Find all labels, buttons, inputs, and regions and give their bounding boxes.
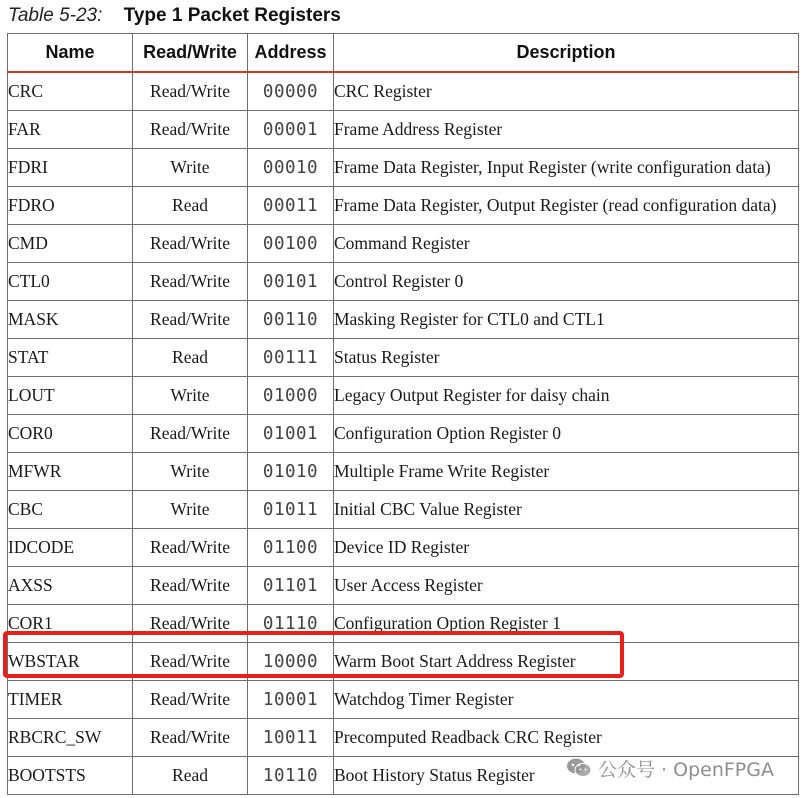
table-row [8,453,799,491]
table-row [8,111,799,149]
register-description: Status Register [334,339,799,377]
register-description: Masking Register for CTL0 and CTL1 [334,301,799,339]
register-name: IDCODE [8,529,133,567]
column-header-name: Name [8,34,133,73]
register-name: AXSS [8,567,133,605]
register-address: 01000 [248,377,334,415]
register-access: Read/Write [133,415,248,453]
table-row [8,72,799,111]
register-access: Read/Write [133,263,248,301]
register-access: Read/Write [133,605,248,643]
table-row [8,263,799,301]
register-name: CTL0 [8,263,133,301]
register-address: 01101 [248,567,334,605]
register-access: Write [133,377,248,415]
column-header-address: Address [248,34,334,73]
register-description: Frame Data Register, Input Register (write configuration data) [334,149,799,187]
register-access: Read/Write [133,111,248,149]
register-access: Write [133,453,248,491]
table-row [8,529,799,567]
table-row [8,301,799,339]
table-row [8,225,799,263]
column-header-description: Description [334,34,799,73]
table-row [8,719,799,757]
register-name: CRC [8,72,133,111]
register-access: Write [133,491,248,529]
register-description: Configuration Option Register 1 [334,605,799,643]
register-access: Read/Write [133,643,248,681]
register-name: MFWR [8,453,133,491]
table-row [8,339,799,377]
register-address: 10000 [248,643,334,681]
register-name: FDRO [8,187,133,225]
table-row [8,187,799,225]
register-description: Legacy Output Register for daisy chain [334,377,799,415]
table-number: Table 5-23: [8,5,103,26]
register-name: COR1 [8,605,133,643]
register-address: 01011 [248,491,334,529]
register-description: Command Register [334,225,799,263]
register-description: Initial CBC Value Register [334,491,799,529]
register-address: 01110 [248,605,334,643]
register-address: 00010 [248,149,334,187]
register-address: 01010 [248,453,334,491]
register-name: COR0 [8,415,133,453]
register-access: Read/Write [133,225,248,263]
register-description: User Access Register [334,567,799,605]
register-address: 10110 [248,757,334,795]
table-row [8,415,799,453]
register-name: FAR [8,111,133,149]
register-access: Read [133,339,248,377]
register-description: Control Register 0 [334,263,799,301]
watermark [566,755,774,781]
column-header-read-write: Read/Write [133,34,248,73]
register-address: 01001 [248,415,334,453]
register-table [7,33,799,795]
table-header-row [8,34,799,73]
register-description: Frame Data Register, Output Register (read configuration data) [334,187,799,225]
register-name: BOOTSTS [8,757,133,795]
register-name: MASK [8,301,133,339]
register-access: Read/Write [133,567,248,605]
register-name: TIMER [8,681,133,719]
register-description: Multiple Frame Write Register [334,453,799,491]
table-row [8,491,799,529]
register-description: Boot History Status Register [334,757,799,795]
register-address: 00011 [248,187,334,225]
register-address: 00100 [248,225,334,263]
table-row [8,567,799,605]
table-row [8,681,799,719]
register-description: CRC Register [334,72,799,111]
table-caption [8,3,341,29]
register-name: RBCRC_SW [8,719,133,757]
register-access: Read [133,187,248,225]
register-name: WBSTAR [8,643,133,681]
register-access: Read [133,757,248,795]
register-address: 00101 [248,263,334,301]
watermark-text: 公众号 · OpenFPGA [598,758,774,781]
register-address: 10011 [248,719,334,757]
register-description: Precomputed Readback CRC Register [334,719,799,757]
register-name: LOUT [8,377,133,415]
register-description: Device ID Register [334,529,799,567]
register-access: Read/Write [133,719,248,757]
register-address: 00111 [248,339,334,377]
register-name: CBC [8,491,133,529]
register-address: 00110 [248,301,334,339]
register-name: CMD [8,225,133,263]
table-row [8,149,799,187]
register-address: 10001 [248,681,334,719]
register-address: 00000 [248,72,334,111]
register-access: Read/Write [133,72,248,111]
register-address: 01100 [248,529,334,567]
register-description: Watchdog Timer Register [334,681,799,719]
register-name: STAT [8,339,133,377]
register-access: Read/Write [133,529,248,567]
register-name: FDRI [8,149,133,187]
wbstar-highlight-box [3,631,624,678]
register-description: Frame Address Register [334,111,799,149]
table-title: Type 1 Packet Registers [123,5,341,26]
register-description: Configuration Option Register 0 [334,415,799,453]
register-access: Write [133,149,248,187]
register-description: Warm Boot Start Address Register [334,643,799,681]
register-access: Read/Write [133,301,248,339]
wechat-icon [566,757,592,779]
register-access: Read/Write [133,681,248,719]
register-address: 00001 [248,111,334,149]
table-row [8,377,799,415]
